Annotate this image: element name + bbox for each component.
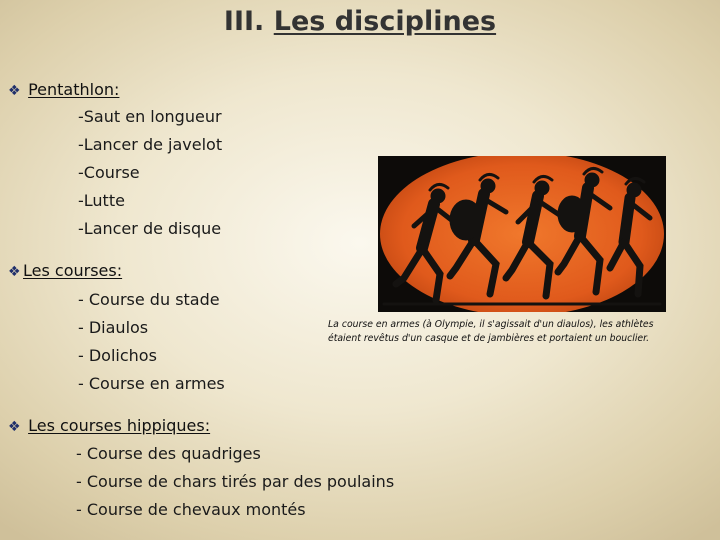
list-item: - Course de chevaux montés [76, 500, 306, 519]
section-heading-label: Les courses hippiques: [28, 416, 211, 435]
list-item: -Lancer de javelot [78, 135, 223, 154]
list-item: - Course de chars tirés par des poulains [76, 472, 395, 491]
slide-title-text: Les disciplines [273, 6, 497, 37]
list-item: - Course des quadriges [76, 444, 261, 463]
diamond-bullet-icon: ❖ [8, 264, 21, 280]
section-heading-courses [8, 261, 122, 280]
greek-vase-painting [378, 156, 666, 312]
hoplite-runners-image [378, 156, 666, 312]
list-item: -Lutte [78, 191, 125, 210]
diamond-bullet-icon: ❖ [8, 419, 21, 435]
diamond-bullet-icon: ❖ [8, 83, 21, 99]
slide-title [0, 6, 720, 37]
list-item: -Lancer de disque [78, 219, 222, 238]
section-heading-courses-hippiques [8, 416, 210, 435]
courses-hippiques-list [76, 440, 394, 524]
list-item: - Diaulos [78, 318, 149, 337]
slide-title-number: III. [223, 6, 265, 37]
list-item: - Course en armes [78, 374, 225, 393]
section-heading-label: Les courses: [23, 261, 123, 280]
list-item: -Saut en longueur [78, 107, 222, 126]
image-caption: La course en armes (à Olympie, il s'agissait d'un diaulos), les athlètes étaient revêtus d'un casque et de jambières et portaient un bouclier. [328, 319, 654, 344]
section-heading-pentathlon [8, 80, 119, 99]
section-heading-label: Pentathlon: [28, 80, 120, 99]
list-item: - Course du stade [78, 290, 220, 309]
list-item: -Course [78, 163, 140, 182]
list-item: - Dolichos [78, 346, 157, 365]
courses-list [78, 286, 225, 398]
pentathlon-list [78, 103, 222, 243]
